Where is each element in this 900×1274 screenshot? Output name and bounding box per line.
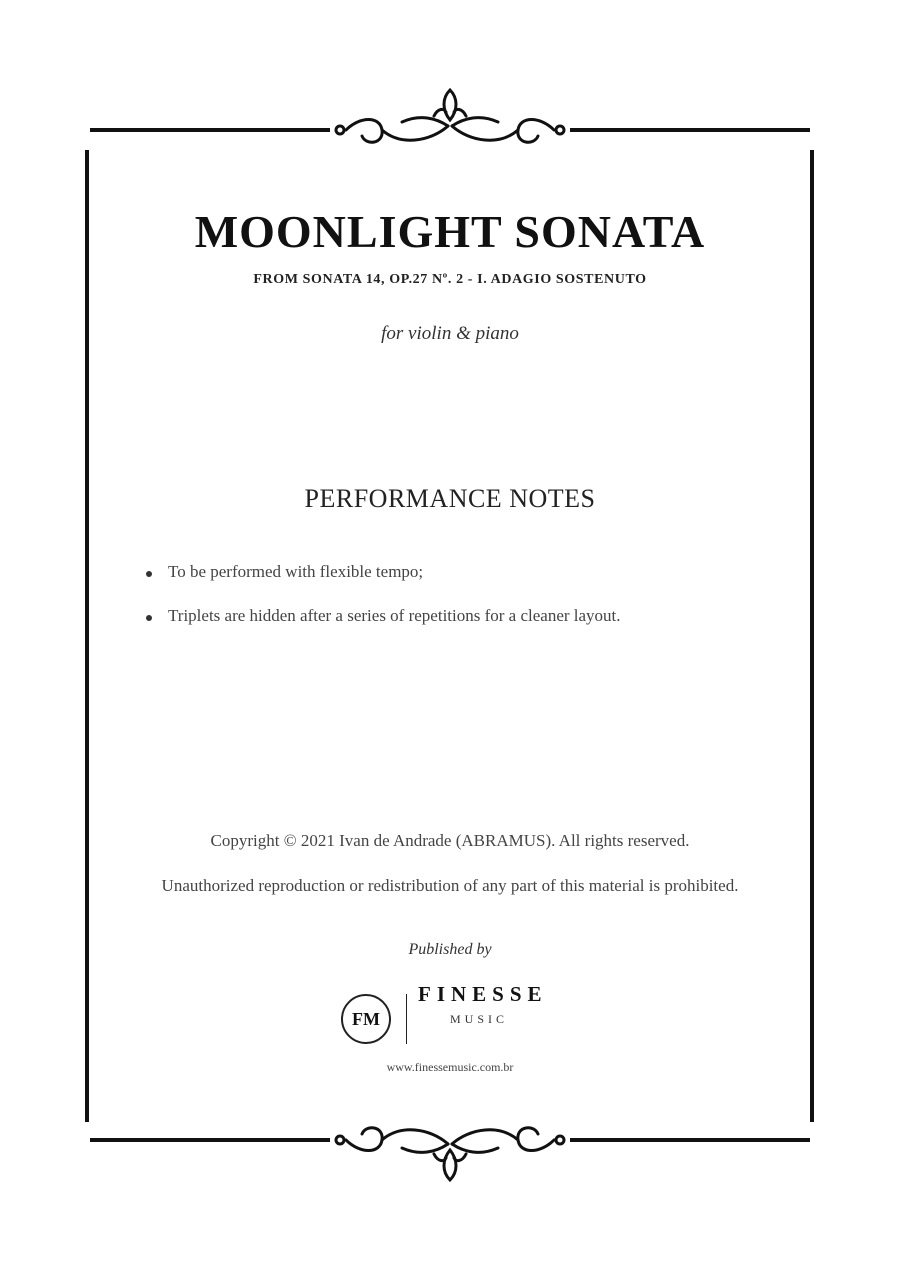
publisher-website: www.finessemusic.com.br — [386, 1060, 514, 1074]
frame-bottom-right-line — [570, 1138, 810, 1142]
top-ornament-icon — [330, 86, 570, 176]
list-item: To be performed with flexible tempo; — [146, 562, 786, 582]
reproduction-warning: Unauthorized reproduction or redistribution of any part of this material is prohibited. — [161, 876, 739, 895]
publisher-logo-icon — [341, 994, 391, 1044]
copyright-notice: Copyright © 2021 Ivan de Andrade (ABRAMUS). All rights reserved. — [210, 831, 690, 850]
publisher-name-sub: MUSIC — [450, 1012, 509, 1026]
publisher-name: FINESSE — [418, 982, 548, 1006]
list-item: Triplets are hidden after a series of repetitions for a cleaner layout. — [146, 606, 786, 626]
instrumentation: for violin & piano — [381, 323, 519, 344]
page-subtitle: FROM SONATA 14, OP.27 Nº. 2 - I. ADAGIO SOSTENUTO — [253, 272, 647, 287]
logo-divider — [406, 994, 407, 1044]
frame-top-left-line — [90, 128, 330, 132]
performance-notes-heading: PERFORMANCE NOTES — [304, 484, 596, 513]
logo-initials: FM — [352, 1008, 380, 1029]
performance-notes-list — [146, 562, 786, 650]
frame-top-right-line — [570, 128, 810, 132]
frame-right-line — [810, 150, 814, 1122]
published-by-label: Published by — [408, 941, 492, 958]
frame-left-line — [85, 150, 89, 1122]
frame-bottom-left-line — [90, 1138, 330, 1142]
page-title: MOONLIGHT SONATA — [194, 206, 706, 257]
bottom-ornament-icon — [330, 1096, 570, 1186]
